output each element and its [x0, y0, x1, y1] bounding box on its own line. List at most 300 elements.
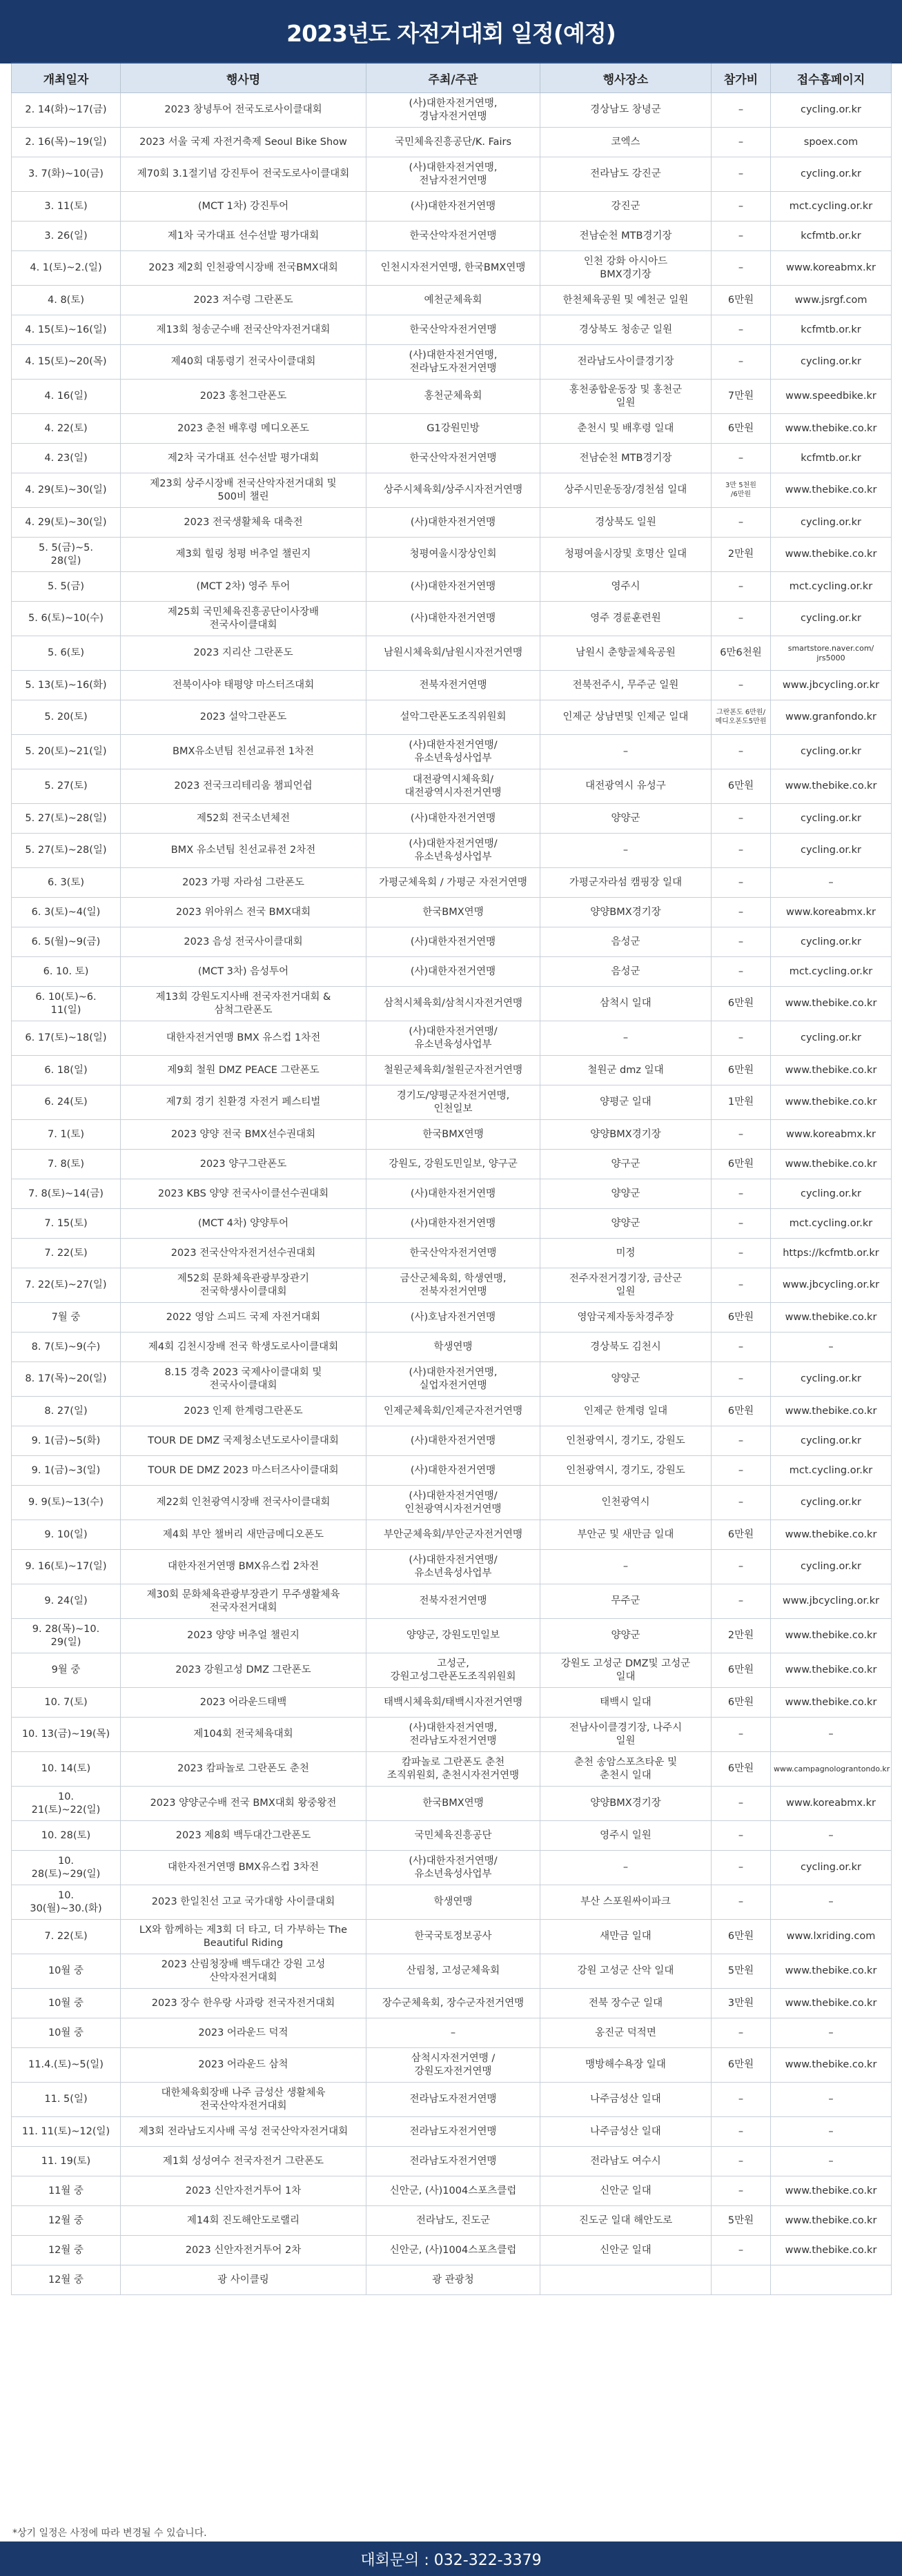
event-site[interactable]: www.thebike.co.kr: [771, 2048, 892, 2083]
event-fee: –: [712, 602, 771, 636]
event-date: 10. 28(토): [12, 1821, 121, 1851]
event-date: 4. 15(토)~16(일): [12, 315, 121, 345]
event-date: 7. 8(토)~14(금): [12, 1179, 121, 1209]
event-site[interactable]: mct.cycling.or.kr: [771, 957, 892, 987]
event-site[interactable]: www.koreabmx.kr: [771, 1787, 892, 1821]
event-host: 가평군체육회 / 가평군 자전거연맹: [366, 868, 540, 898]
event-place: 인천광역시: [540, 1486, 712, 1520]
event-date: 6. 10. 토): [12, 957, 121, 987]
event-fee: 3만 5천원 /6만원: [712, 473, 771, 508]
event-name: 2023 어라운드태백: [121, 1688, 366, 1718]
event-site[interactable]: www.campagnolograntondo.kr: [771, 1752, 892, 1787]
event-site[interactable]: cycling.or.kr: [771, 1179, 892, 1209]
contact-text: 대회문의 : 032-322-3379: [360, 2551, 542, 2569]
event-site[interactable]: –: [771, 2018, 892, 2048]
table-row: [12, 1718, 892, 1752]
event-host: 인천시자전거연맹, 한국BMX연맹: [366, 251, 540, 286]
event-name: 제2차 국가대표 선수선발 평가대회: [121, 444, 366, 473]
event-place: 대전광역시 유성구: [540, 769, 712, 804]
event-place: 코엑스: [540, 128, 712, 157]
event-name: 제30회 문화체육관광부장관기 무주생활체육 전국자전거대회: [121, 1584, 366, 1619]
event-fee: –: [712, 1021, 771, 1056]
event-site[interactable]: –: [771, 1718, 892, 1752]
event-name: 2023 가평 자라섬 그란폰도: [121, 868, 366, 898]
event-site[interactable]: www.granfondo.kr: [771, 700, 892, 735]
event-fee: 5만원: [712, 1954, 771, 1989]
col-header-date: 개최일자: [12, 63, 121, 93]
event-site[interactable]: www.thebike.co.kr: [771, 2206, 892, 2236]
event-host: 삼척시체육회/삼척시자전거연맹: [366, 987, 540, 1021]
event-site[interactable]: www.thebike.co.kr: [771, 1056, 892, 1085]
event-host: 부안군체육회/부안군자전거연맹: [366, 1520, 540, 1550]
event-fee: –: [712, 927, 771, 957]
event-date: 11. 19(토): [12, 2147, 121, 2176]
event-host: 홍천군체육회: [366, 380, 540, 414]
event-site[interactable]: www.thebike.co.kr: [771, 1150, 892, 1179]
table-row: [12, 2083, 892, 2117]
table-row: [12, 1520, 892, 1550]
event-host: 국민체육진흥공단/K. Fairs: [366, 128, 540, 157]
event-place: 경상북도 청송군 일원: [540, 315, 712, 345]
table-row: [12, 1550, 892, 1584]
event-host: 한국산악자전거연맹: [366, 315, 540, 345]
event-name: 2023 지리산 그란폰도: [121, 636, 366, 671]
event-fee: –: [712, 157, 771, 192]
event-date: 10월 중: [12, 1954, 121, 1989]
event-date: 10월 중: [12, 1989, 121, 2018]
table-row: [12, 1851, 892, 1885]
event-host: (사)대한자전거연맹: [366, 927, 540, 957]
event-host: 한국산악자전거연맹: [366, 444, 540, 473]
event-site[interactable]: –: [771, 1885, 892, 1920]
event-site[interactable]: cycling.or.kr: [771, 735, 892, 769]
event-name: 제52회 전국소년체전: [121, 804, 366, 834]
event-host: 삼척시자전거연맹 / 강원도자전거연맹: [366, 2048, 540, 2083]
table-row: [12, 1885, 892, 1920]
event-fee: 6만원: [712, 1653, 771, 1688]
event-site[interactable]: cycling.or.kr: [771, 508, 892, 538]
event-fee: –: [712, 1787, 771, 1821]
event-date: 5. 13(토)~16(화): [12, 671, 121, 700]
event-fee: –: [712, 1333, 771, 1362]
event-place: –: [540, 1851, 712, 1885]
event-place: 옹진군 덕적면: [540, 2018, 712, 2048]
event-date: 12월 중: [12, 2265, 121, 2295]
event-site[interactable]: www.speedbike.kr: [771, 380, 892, 414]
event-name: 2023 어라운드 덕적: [121, 2018, 366, 2048]
event-fee: 6만원: [712, 2048, 771, 2083]
event-place: 양양군: [540, 804, 712, 834]
event-host: 전라남도자전거연맹: [366, 2147, 540, 2176]
event-host: 장수군체육회, 장수군자전거연맹: [366, 1989, 540, 2018]
event-fee: –: [712, 315, 771, 345]
event-date: 3. 26(일): [12, 222, 121, 251]
event-site[interactable]: kcfmtb.or.kr: [771, 222, 892, 251]
event-host: 남원시체육회/남원시자전거연맹: [366, 636, 540, 671]
table-row: [12, 987, 892, 1021]
event-date: 9. 9(토)~13(수): [12, 1486, 121, 1520]
event-name: 제3회 힐링 청평 버추얼 챌린지: [121, 538, 366, 572]
event-host: 학생연맹: [366, 1333, 540, 1362]
event-name: 2023 제8회 백두대간그란폰도: [121, 1821, 366, 1851]
event-site[interactable]: www.thebike.co.kr: [771, 1619, 892, 1653]
event-date: 4. 8(토): [12, 286, 121, 315]
event-name: 제23회 상주시장배 전국산악자전거대회 및 500비 챌린: [121, 473, 366, 508]
event-fee: –: [712, 2147, 771, 2176]
event-name: 제3회 전라남도지사배 곡성 전국산악자전거대회: [121, 2117, 366, 2147]
event-fee: –: [712, 834, 771, 868]
event-site[interactable]: www.koreabmx.kr: [771, 251, 892, 286]
event-place: 인천 강화 아시아드 BMX경기장: [540, 251, 712, 286]
event-name: 전북이사야 태평양 마스터즈대회: [121, 671, 366, 700]
event-name: 대한자전거연맹 BMX유스컵 2차전: [121, 1550, 366, 1584]
event-place: 음성군: [540, 957, 712, 987]
event-fee: –: [712, 898, 771, 927]
event-fee: –: [712, 192, 771, 222]
table-row: [12, 1362, 892, 1397]
event-site[interactable]: www.thebike.co.kr: [771, 987, 892, 1021]
event-place: 영주시 일원: [540, 1821, 712, 1851]
event-site[interactable]: –: [771, 868, 892, 898]
event-name: (MCT 2차) 영주 투어: [121, 572, 366, 602]
event-host: (사)대한자전거연맹/ 유소년육성사업부: [366, 1550, 540, 1584]
event-site[interactable]: mct.cycling.or.kr: [771, 572, 892, 602]
event-host: (사)대한자전거연맹, 경남자전거연맹: [366, 93, 540, 128]
table-row: [12, 414, 892, 444]
table-row: [12, 700, 892, 735]
event-site[interactable]: kcfmtb.or.kr: [771, 315, 892, 345]
event-host: 한국BMX연맹: [366, 898, 540, 927]
event-date: 4. 15(토)~20(목): [12, 345, 121, 380]
event-site[interactable]: mct.cycling.or.kr: [771, 1456, 892, 1486]
event-name: TOUR DE DMZ 2023 마스터즈사이클대회: [121, 1456, 366, 1486]
event-place: 삼척시 일대: [540, 987, 712, 1021]
event-fee: –: [712, 93, 771, 128]
event-site[interactable]: www.thebike.co.kr: [771, 1520, 892, 1550]
event-date: 7. 22(토): [12, 1920, 121, 1954]
event-fee: –: [712, 2018, 771, 2048]
table-row: [12, 315, 892, 345]
event-site[interactable]: www.thebike.co.kr: [771, 2236, 892, 2265]
event-host: 전북자전거연맹: [366, 1584, 540, 1619]
event-site[interactable]: cycling.or.kr: [771, 1362, 892, 1397]
event-site[interactable]: www.thebike.co.kr: [771, 1954, 892, 1989]
event-site[interactable]: cycling.or.kr: [771, 345, 892, 380]
event-date: 6. 10(토)~6. 11(일): [12, 987, 121, 1021]
event-fee: 6만원: [712, 1688, 771, 1718]
event-place: 강원 고성군 산악 일대: [540, 1954, 712, 1989]
event-fee: –: [712, 1550, 771, 1584]
event-site[interactable]: www.thebike.co.kr: [771, 473, 892, 508]
event-fee: 6만6천원: [712, 636, 771, 671]
table-row: [12, 345, 892, 380]
table-row: [12, 2147, 892, 2176]
event-site[interactable]: mct.cycling.or.kr: [771, 1209, 892, 1239]
event-site[interactable]: –: [771, 2083, 892, 2117]
event-date: 6. 5(월)~9(금): [12, 927, 121, 957]
event-name: 2023 서울 국제 자전거축제 Seoul Bike Show: [121, 128, 366, 157]
event-name: 제40회 대통령기 전국사이클대회: [121, 345, 366, 380]
event-site[interactable]: cycling.or.kr: [771, 927, 892, 957]
event-site[interactable]: www.thebike.co.kr: [771, 1303, 892, 1333]
event-fee: 6만원: [712, 987, 771, 1021]
event-site[interactable]: www.jbcycling.or.kr: [771, 671, 892, 700]
event-date: 5. 20(토)~21(일): [12, 735, 121, 769]
table-row: [12, 1120, 892, 1150]
event-place: –: [540, 1550, 712, 1584]
table-row: [12, 222, 892, 251]
table-row: [12, 93, 892, 128]
event-fee: –: [712, 1851, 771, 1885]
event-host: (사)대한자전거연맹, 전라남도자전거연맹: [366, 345, 540, 380]
event-name: BMX 유소년팀 친선교류전 2차전: [121, 834, 366, 868]
table-row: [12, 2117, 892, 2147]
event-fee: –: [712, 1486, 771, 1520]
event-host: (사)대한자전거연맹/ 유소년육성사업부: [366, 735, 540, 769]
event-host: (사)대한자전거연맹: [366, 1179, 540, 1209]
event-site[interactable]: www.thebike.co.kr: [771, 1653, 892, 1688]
event-place: 전라남도 여수시: [540, 2147, 712, 2176]
event-date: 7. 8(토): [12, 1150, 121, 1179]
event-place: 경상남도 창녕군: [540, 93, 712, 128]
table-row: [12, 2236, 892, 2265]
event-host: 전라남도자전거연맹: [366, 2117, 540, 2147]
event-site[interactable]: www.thebike.co.kr: [771, 414, 892, 444]
table-row: [12, 1303, 892, 1333]
event-fee: 6만원: [712, 1056, 771, 1085]
event-date: 4. 29(토)~30(일): [12, 508, 121, 538]
event-fee: 1만원: [712, 1085, 771, 1120]
event-site[interactable]: www.jsrgf.com: [771, 286, 892, 315]
event-name: 2023 KBS 양양 전국사이클선수권대회: [121, 1179, 366, 1209]
event-name: 2023 전국크리테리움 챔피언쉽: [121, 769, 366, 804]
event-date: 4. 22(토): [12, 414, 121, 444]
event-place: –: [540, 735, 712, 769]
event-host: (사)호남자전거연맹: [366, 1303, 540, 1333]
event-site[interactable]: https://kcfmtb.or.kr: [771, 1239, 892, 1268]
event-name: 2023 위아위스 전국 BMX대회: [121, 898, 366, 927]
event-date: 5. 5(금): [12, 572, 121, 602]
event-place: 상주시민운동장/경천섬 일대: [540, 473, 712, 508]
event-place: 전라남도 강진군: [540, 157, 712, 192]
table-row: [12, 2018, 892, 2048]
event-date: 8. 27(일): [12, 1397, 121, 1426]
event-host: (사)대한자전거연맹, 전라남도자전거연맹: [366, 1718, 540, 1752]
event-site[interactable]: [771, 2265, 892, 2295]
event-name: 대한자전거연맹 BMX유스컵 3차전: [121, 1851, 366, 1885]
event-place: 전북전주시, 무주군 일원: [540, 671, 712, 700]
event-fee: –: [712, 251, 771, 286]
event-fee: –: [712, 1209, 771, 1239]
event-site[interactable]: cycling.or.kr: [771, 804, 892, 834]
event-place: 전남순천 MTB경기장: [540, 444, 712, 473]
event-fee: –: [712, 1426, 771, 1456]
event-site[interactable]: www.koreabmx.kr: [771, 898, 892, 927]
event-place: –: [540, 834, 712, 868]
event-place: 전남사이클경기장, 나주시 일원: [540, 1718, 712, 1752]
event-site[interactable]: smartstore.naver.com/ jrs5000: [771, 636, 892, 671]
event-name: 2023 강원고성 DMZ 그란폰도: [121, 1653, 366, 1688]
event-place: 전주자전거경기장, 금산군 일원: [540, 1268, 712, 1303]
event-name: 2023 한일친선 고교 국가대항 사이클대회: [121, 1885, 366, 1920]
event-site[interactable]: –: [771, 1333, 892, 1362]
event-site[interactable]: www.lxriding.com: [771, 1920, 892, 1954]
table-row: [12, 2048, 892, 2083]
event-site[interactable]: www.thebike.co.kr: [771, 1688, 892, 1718]
event-site[interactable]: –: [771, 2117, 892, 2147]
event-host: (사)대한자전거연맹: [366, 1456, 540, 1486]
col-header-fee: 참가비: [712, 63, 771, 93]
table-row: [12, 671, 892, 700]
event-name: 대한체육회장배 나주 금성산 생활체육 전국산악자전거대회: [121, 2083, 366, 2117]
event-date: 5. 6(토): [12, 636, 121, 671]
event-site[interactable]: –: [771, 1821, 892, 1851]
event-date: 6. 3(토): [12, 868, 121, 898]
title-banner: [0, 0, 902, 63]
event-name: 제1회 성성여수 전국자전거 그란폰도: [121, 2147, 366, 2176]
event-date: 2. 16(목)~19(일): [12, 128, 121, 157]
table-header-row: [12, 63, 892, 93]
event-date: 10. 13(금)~19(목): [12, 1718, 121, 1752]
table-row: [12, 286, 892, 315]
event-host: 철원군체육회/철원군자전거연맹: [366, 1056, 540, 1085]
event-fee: 6만원: [712, 1303, 771, 1333]
table-row: [12, 444, 892, 473]
event-site[interactable]: mct.cycling.or.kr: [771, 192, 892, 222]
event-place: 전북 장수군 일대: [540, 1989, 712, 2018]
event-site[interactable]: cycling.or.kr: [771, 1486, 892, 1520]
table-row: [12, 1209, 892, 1239]
event-site[interactable]: cycling.or.kr: [771, 1550, 892, 1584]
event-site[interactable]: www.thebike.co.kr: [771, 1085, 892, 1120]
event-fee: –: [712, 2117, 771, 2147]
event-site[interactable]: cycling.or.kr: [771, 602, 892, 636]
event-date: 5. 6(토)~10(수): [12, 602, 121, 636]
event-site[interactable]: cycling.or.kr: [771, 1426, 892, 1456]
event-fee: 3만원: [712, 1989, 771, 2018]
table-body: [12, 93, 892, 2295]
event-place: 미정: [540, 1239, 712, 1268]
event-name: 2023 캄파놀로 그란폰도 춘천: [121, 1752, 366, 1787]
event-place: 새만금 일대: [540, 1920, 712, 1954]
event-fee: –: [712, 1268, 771, 1303]
event-site[interactable]: –: [771, 2147, 892, 2176]
event-place: 경상북도 일원: [540, 508, 712, 538]
event-fee: –: [712, 1885, 771, 1920]
event-fee: –: [712, 572, 771, 602]
table-row: [12, 1056, 892, 1085]
event-date: 4. 23(일): [12, 444, 121, 473]
event-site[interactable]: www.thebike.co.kr: [771, 538, 892, 572]
event-fee: –: [712, 1120, 771, 1150]
event-site[interactable]: cycling.or.kr: [771, 1021, 892, 1056]
event-place: 전남순천 MTB경기장: [540, 222, 712, 251]
table-row: [12, 1333, 892, 1362]
event-site[interactable]: www.thebike.co.kr: [771, 2176, 892, 2206]
event-host: (사)대한자전거연맹: [366, 572, 540, 602]
event-place: 영주시: [540, 572, 712, 602]
event-place: 나주금성산 일대: [540, 2117, 712, 2147]
event-site[interactable]: kcfmtb.or.kr: [771, 444, 892, 473]
event-date: 12월 중: [12, 2236, 121, 2265]
event-site[interactable]: cycling.or.kr: [771, 1851, 892, 1885]
event-place: 무주군: [540, 1584, 712, 1619]
event-host: (사)대한자전거연맹: [366, 1209, 540, 1239]
event-place: 인천광역시, 경기도, 강원도: [540, 1456, 712, 1486]
event-name: 2023 양양 버추얼 챌린지: [121, 1619, 366, 1653]
event-name: 2023 춘천 배후령 메디오폰도: [121, 414, 366, 444]
table-row: [12, 2265, 892, 2295]
event-name: 2023 전국산악자전거선수권대회: [121, 1239, 366, 1268]
event-site[interactable]: cycling.or.kr: [771, 157, 892, 192]
event-host: 상주시체육회/상주시자전거연맹: [366, 473, 540, 508]
event-place: 부산 스포원싸이파크: [540, 1885, 712, 1920]
event-fee: –: [712, 1821, 771, 1851]
contact-footer: [0, 2541, 902, 2576]
event-fee: 2만원: [712, 538, 771, 572]
event-date: 7. 22(토): [12, 1239, 121, 1268]
event-name: 2023 인제 한계령그란폰도: [121, 1397, 366, 1426]
event-site[interactable]: www.thebike.co.kr: [771, 769, 892, 804]
event-host: –: [366, 2018, 540, 2048]
event-name: 2023 신안자전거투어 1차: [121, 2176, 366, 2206]
table-row: [12, 1584, 892, 1619]
event-name: (MCT 4차) 양양투어: [121, 1209, 366, 1239]
event-place: 부안군 및 새만금 일대: [540, 1520, 712, 1550]
event-site[interactable]: www.jbcycling.or.kr: [771, 1268, 892, 1303]
table-row: [12, 508, 892, 538]
event-site[interactable]: cycling.or.kr: [771, 93, 892, 128]
event-fee: 그란폰도 6만원/ 메디오폰도5만원: [712, 700, 771, 735]
event-site[interactable]: www.thebike.co.kr: [771, 1397, 892, 1426]
table-row: [12, 636, 892, 671]
event-host: 경기도/양평군자전거연맹, 인천일보: [366, 1085, 540, 1120]
event-site[interactable]: www.thebike.co.kr: [771, 1989, 892, 2018]
event-fee: –: [712, 222, 771, 251]
event-date: 11. 5(일): [12, 2083, 121, 2117]
event-place: 인제군 한계령 일대: [540, 1397, 712, 1426]
event-name: 2023 양구그란폰도: [121, 1150, 366, 1179]
event-host: 한국BMX연맹: [366, 1120, 540, 1150]
event-date: 7. 15(토): [12, 1209, 121, 1239]
event-fee: 6만원: [712, 1150, 771, 1179]
event-name: 2023 신안자전거투어 2차: [121, 2236, 366, 2265]
event-date: 10. 7(토): [12, 1688, 121, 1718]
event-site[interactable]: cycling.or.kr: [771, 834, 892, 868]
event-site[interactable]: www.koreabmx.kr: [771, 1120, 892, 1150]
event-host: 캄파놀로 그란폰도 춘천 조직위원회, 춘천시자전거연맹: [366, 1752, 540, 1787]
event-host: 대전광역시체육회/ 대전광역시자전거연맹: [366, 769, 540, 804]
event-name: 2023 양양군수배 전국 BMX대회 왕중왕전: [121, 1787, 366, 1821]
event-place: 춘천 송암스포츠타운 및 춘천시 일대: [540, 1752, 712, 1787]
event-name: LX와 함께하는 제3회 더 타고, 더 가부하는 The Beautiful Riding: [121, 1920, 366, 1954]
event-site[interactable]: www.jbcycling.or.kr: [771, 1584, 892, 1619]
event-place: 인제군 상남면및 인제군 일대: [540, 700, 712, 735]
event-place: 인천광역시, 경기도, 강원도: [540, 1426, 712, 1456]
event-place: 맹방해수욕장 일대: [540, 2048, 712, 2083]
event-date: 11월 중: [12, 2176, 121, 2206]
table-row: [12, 1085, 892, 1120]
event-place: 양양BMX경기장: [540, 898, 712, 927]
event-site[interactable]: spoex.com: [771, 128, 892, 157]
table-row: [12, 192, 892, 222]
table-row: [12, 602, 892, 636]
event-date: 6. 17(토)~18(일): [12, 1021, 121, 1056]
event-place: 양양군: [540, 1209, 712, 1239]
event-date: 3. 7(화)~10(금): [12, 157, 121, 192]
event-name: 2023 저수령 그란폰도: [121, 286, 366, 315]
event-name: (MCT 3차) 음성투어: [121, 957, 366, 987]
